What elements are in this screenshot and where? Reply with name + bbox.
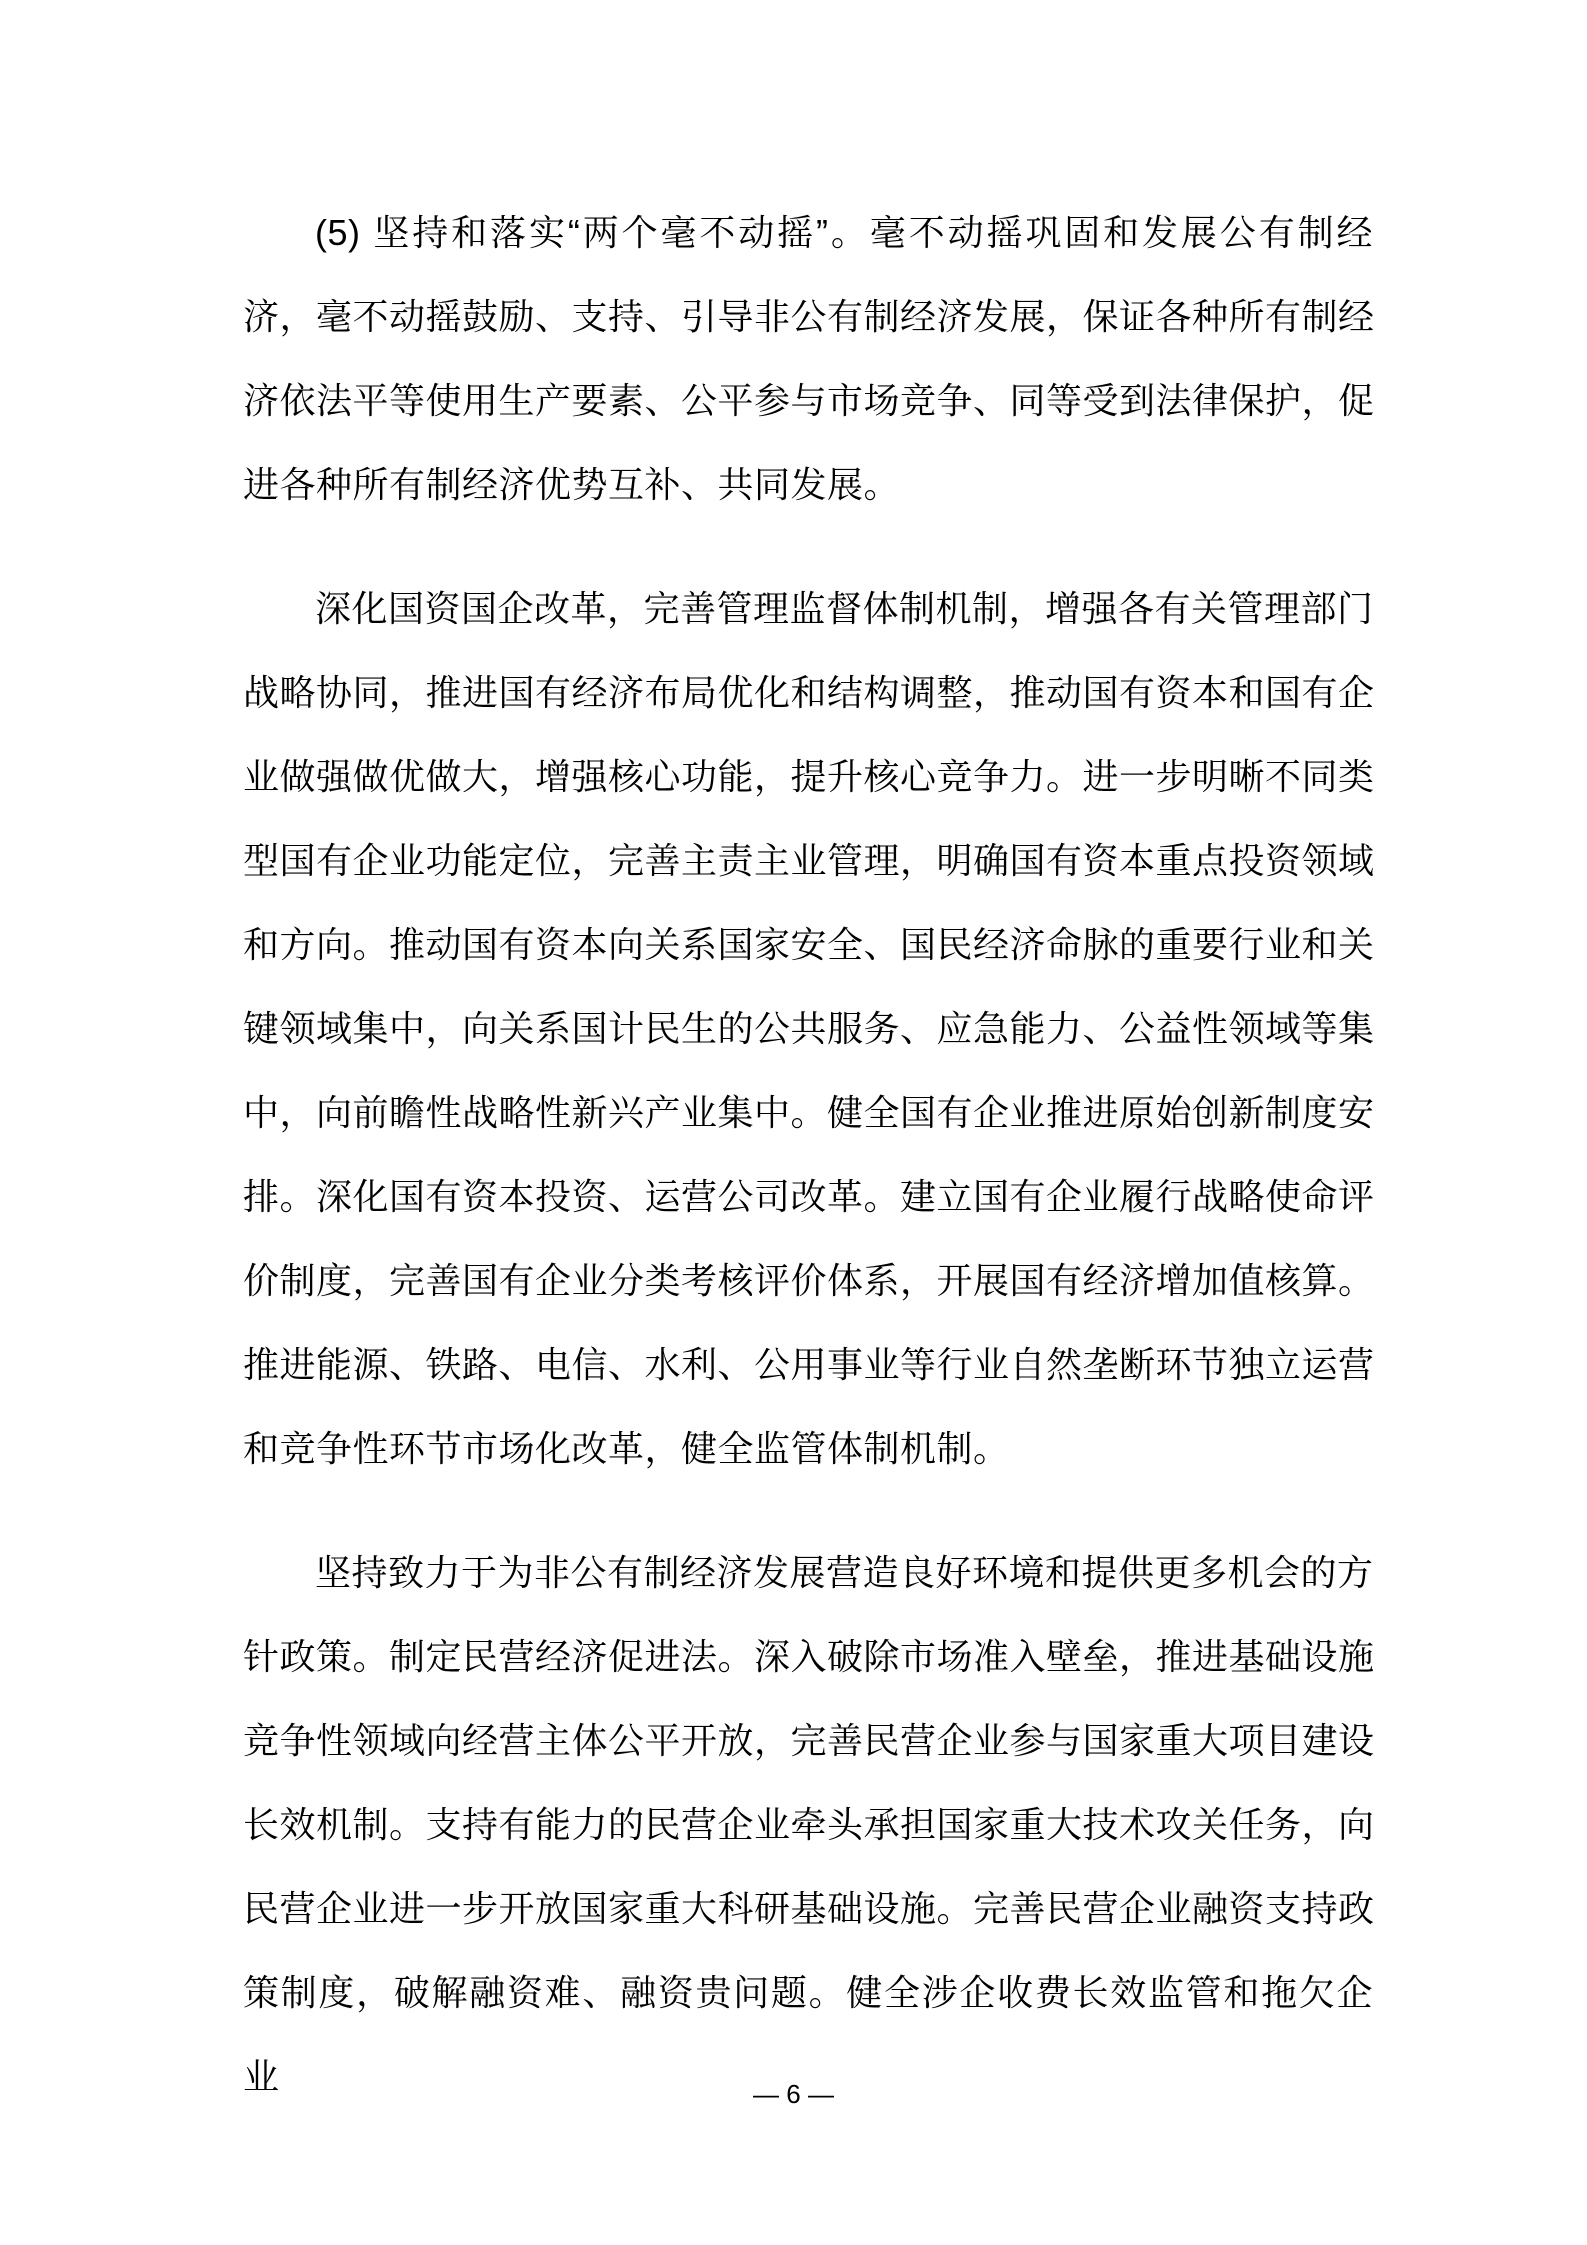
- paragraph-3: [243, 1531, 1373, 2119]
- text-line: 战略协同，推进国有经济布局优化和结构调整，推动国有资本和国有企: [243, 672, 1375, 713]
- paragraph-2: [243, 567, 1373, 1491]
- text-line: 和竞争性环节市场化改革，健全监管体制机制。: [243, 1428, 1010, 1469]
- text-line: 键领域集中，向关系国计民生的公共服务、应急能力、公益性领域等集: [243, 1008, 1375, 1049]
- text-line: 坚持致力于为非公有制经济发展营造良好环境和提供更多机会的方: [315, 1552, 1374, 1593]
- text-line: 和方向。推动国有资本向关系国家安全、国民经济命脉的重要行业和关: [243, 924, 1375, 965]
- text-line: 竞争性领域向经营主体公平开放，完善民营企业参与国家重大项目建设: [243, 1720, 1375, 1761]
- text-line: 推进能源、铁路、电信、水利、公用事业等行业自然垄断环节独立运营: [243, 1344, 1375, 1385]
- text-line: 中，向前瞻性战略性新兴产业集中。健全国有企业推进原始创新制度安: [243, 1092, 1375, 1133]
- text-line: 进各种所有制经济优势互补、共同发展。: [243, 464, 901, 505]
- text-line: 济依法平等使用生产要素、公平参与市场竞争、同等受到法律保护，促: [243, 380, 1375, 421]
- text-line: 针政策。制定民营经济促进法。深入破除市场准入壁垒，推进基础设施: [243, 1636, 1375, 1677]
- text-line: 济，毫不动摇鼓励、支持、引导非公有制经济发展，保证各种所有制经: [243, 296, 1375, 337]
- paragraph-1: [243, 191, 1373, 527]
- text-line: 长效机制。支持有能力的民营企业牵头承担国家重大技术攻关任务，向: [243, 1804, 1375, 1845]
- text-line: 价制度，完善国有企业分类考核评价体系，开展国有经济增加值核算。: [243, 1260, 1375, 1301]
- page-number: — 6 —: [753, 2079, 834, 2109]
- text-line: 业做强做优做大，增强核心功能，提升核心竞争力。进一步明晰不同类: [243, 756, 1375, 797]
- text-line: 排。深化国有资本投资、运营公司改革。建立国有企业履行战略使命评: [243, 1176, 1375, 1217]
- text-line: (5) 坚持和落实“两个毫不动摇”。毫不动摇巩固和发展公有制经: [315, 212, 1373, 253]
- document-body: [243, 191, 1373, 2119]
- text-line: 策制度，破解融资难、融资贵问题。健全涉企收费长效监管和拖欠企业: [243, 1972, 1373, 2097]
- text-line: 型国有企业功能定位，完善主责主业管理，明确国有资本重点投资领域: [243, 840, 1375, 881]
- text-line: 深化国资国企改革，完善管理监督体制机制，增强各有关管理部门: [315, 588, 1374, 629]
- text-line: 民营企业进一步开放国家重大科研基础设施。完善民营企业融资支持政: [243, 1888, 1375, 1929]
